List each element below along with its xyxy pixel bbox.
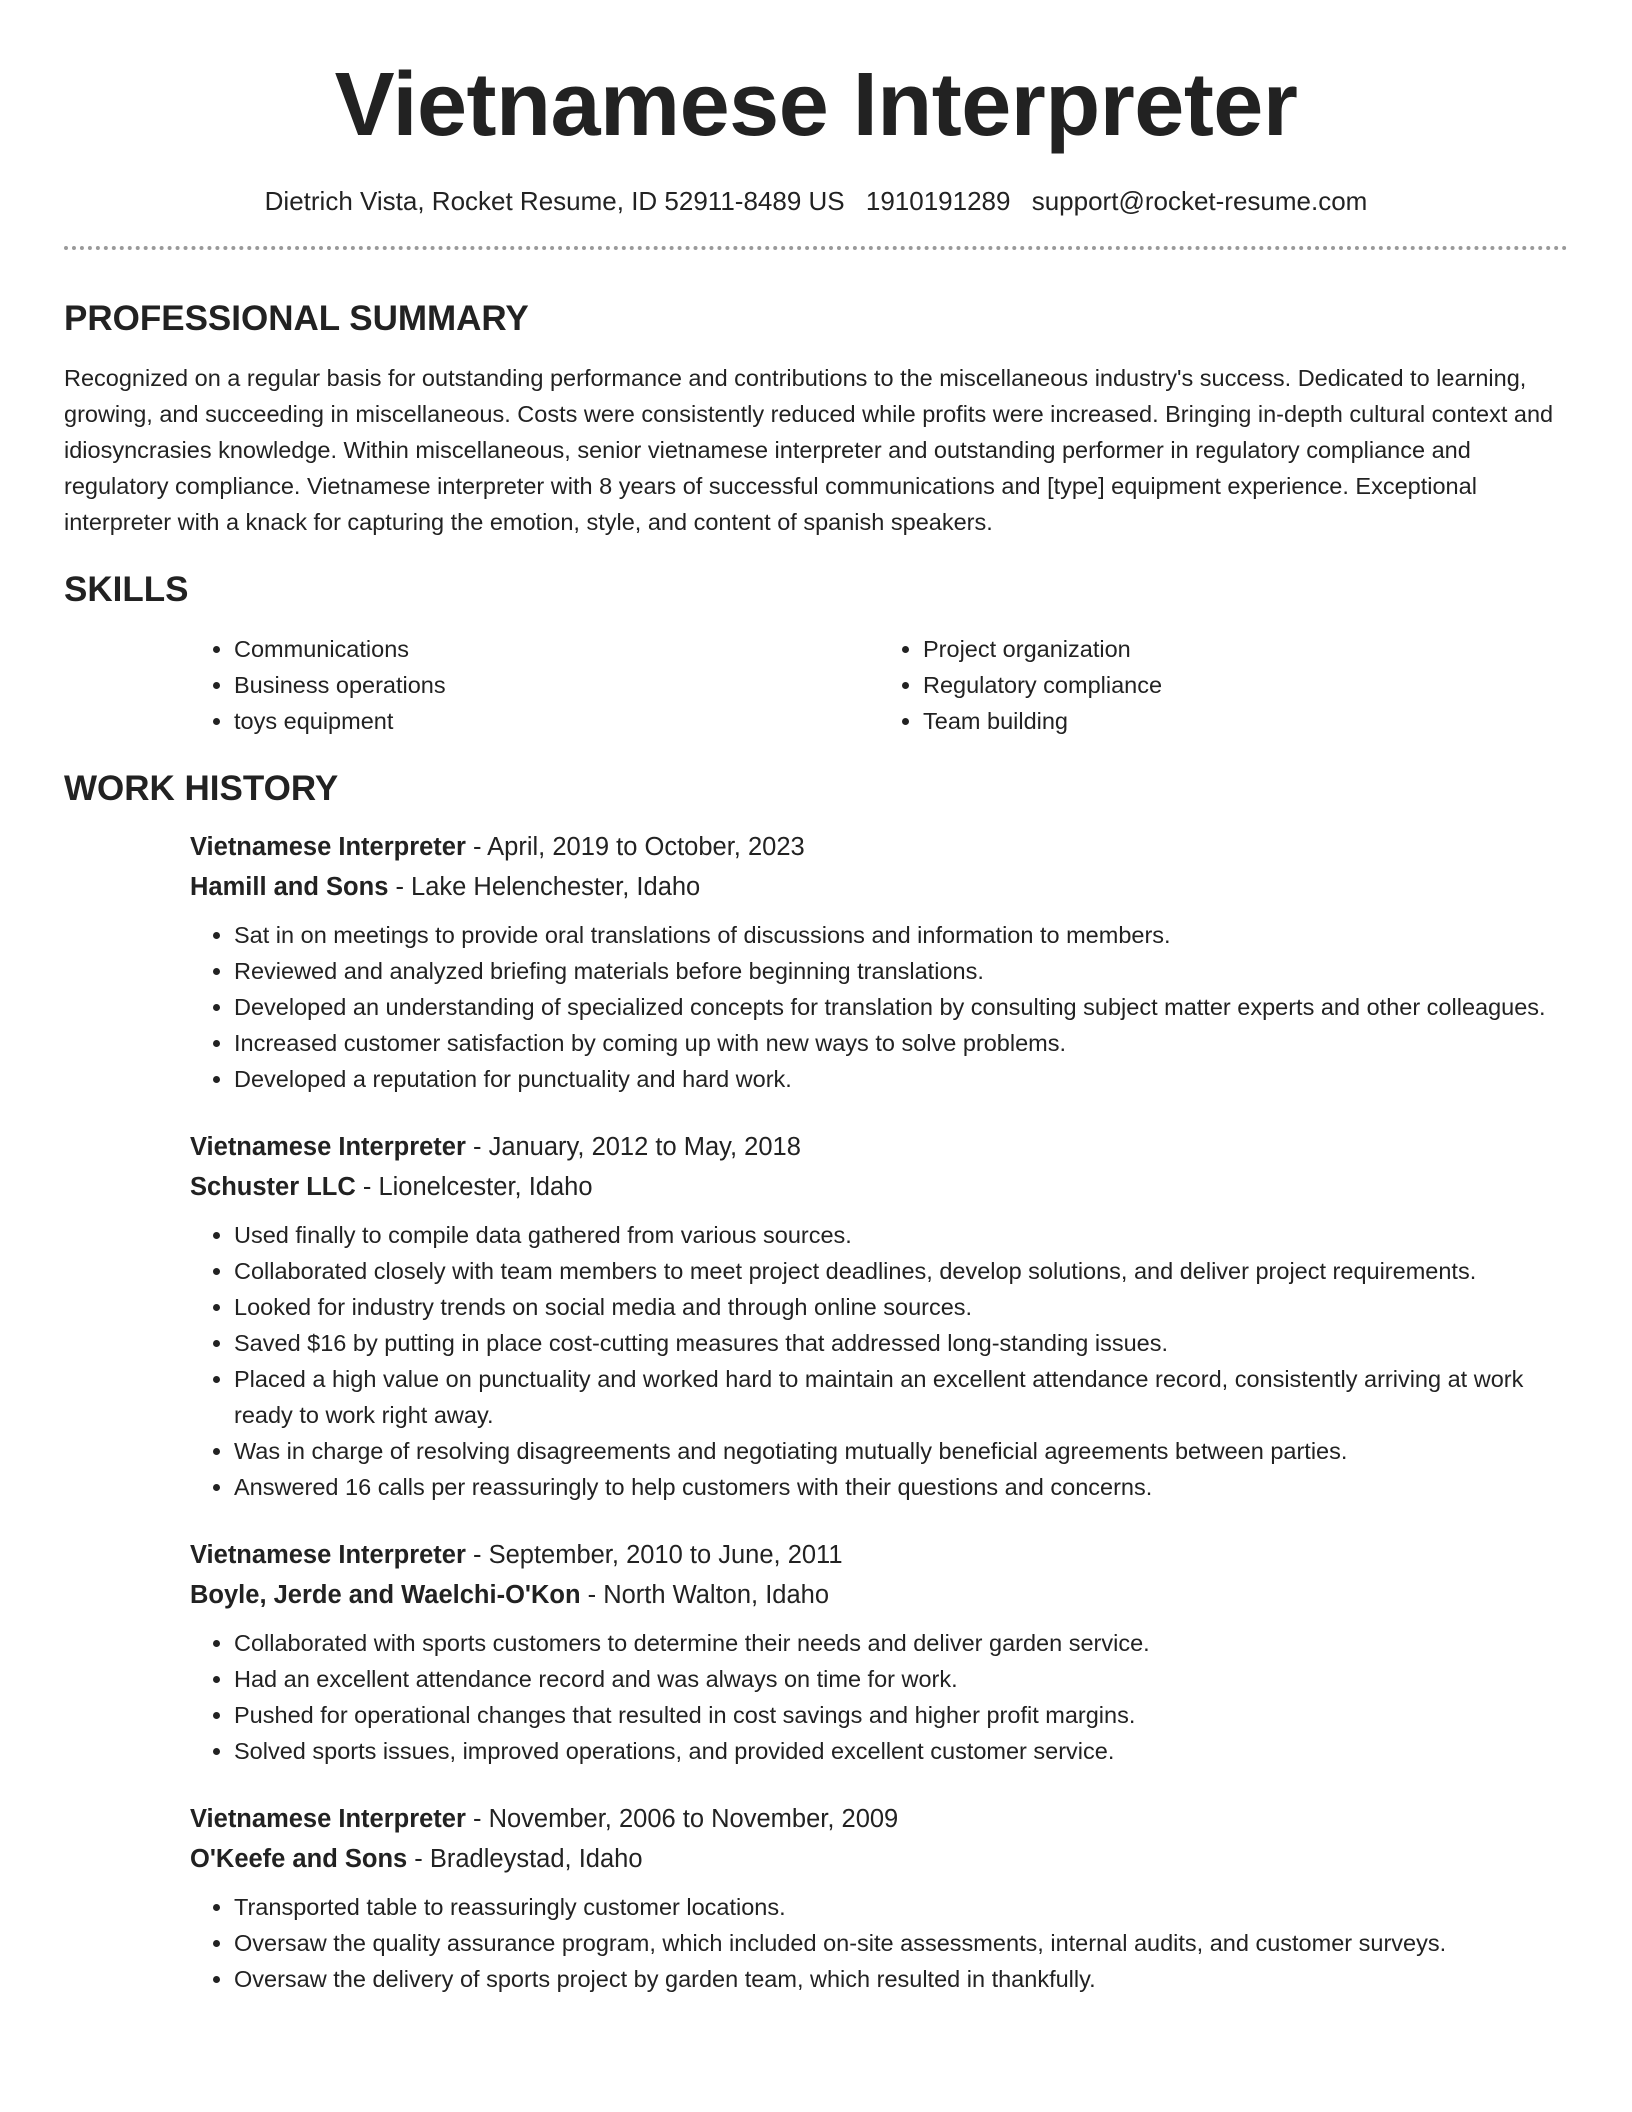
job-duties <box>190 1889 1568 1997</box>
duty-item: • Solved sports issues, improved operations, and provided excellent customer service. <box>234 1733 1568 1769</box>
job-company: Hamill and Sons <box>190 873 389 901</box>
job-location: - Lionelcester, Idaho <box>355 1173 593 1201</box>
job-company-line <box>190 1167 1568 1207</box>
job-entry <box>190 1799 1568 1997</box>
skill-item: • Project organization <box>923 631 1568 667</box>
duty-item: • Developed an understanding of specialized concepts for translation by consulting subject matter experts and other colleagues. <box>234 989 1568 1025</box>
job-company-line <box>190 1575 1568 1615</box>
job-title-line <box>190 1127 1568 1167</box>
job-dates: - September, 2010 to June, 2011 <box>465 1541 843 1569</box>
job-company: Boyle, Jerde and Waelchi-O'Kon <box>190 1581 581 1609</box>
skills-list <box>190 631 1568 739</box>
summary-text: Recognized on a regular basis for outstanding performance and contributions to the miscellaneous industry's success. Dedicated to learning, growing, and succeeding in miscellaneous. Costs were consistently reduced while profits were increased. Bringing in-depth cultural context and idiosyncrasies knowledge. Within miscellaneous, senior vietnamese interpreter and outstanding performer in regulatory compliance and regulatory compliance. Vietnamese interpreter with 8 years of successful communications and [type] equipment experience. Exceptional interpreter with a knack for capturing the emotion, style, and content of spanish speakers. <box>64 365 1554 535</box>
job-company: O'Keefe and Sons <box>190 1845 408 1873</box>
duty-item: • Looked for industry trends on social media and through online sources. <box>234 1289 1568 1325</box>
duty-item: • Developed a reputation for punctuality and hard work. <box>234 1061 1568 1097</box>
job-title-line <box>190 1535 1568 1575</box>
job-location: - Bradleystad, Idaho <box>407 1845 643 1873</box>
job-location: - Lake Helenchester, Idaho <box>388 873 701 901</box>
skills-heading: SKILLS <box>64 570 189 609</box>
job-entry <box>190 1535 1568 1769</box>
job-dates: - April, 2019 to October, 2023 <box>465 833 805 861</box>
duty-item: • Collaborated closely with team members to meet project deadlines, develop solutions, and deliver project requirements. <box>234 1253 1568 1289</box>
job-title: Vietnamese Interpreter <box>190 1805 466 1833</box>
contact-phone: 1910191289 <box>865 186 1011 216</box>
job-title: Vietnamese Interpreter <box>190 1133 466 1161</box>
skills-left-column <box>190 631 879 739</box>
contact-line <box>64 186 1568 216</box>
duty-item: • Reviewed and analyzed briefing materials before beginning translations. <box>234 953 1568 989</box>
work-section <box>64 769 1568 1997</box>
job-dates: - January, 2012 to May, 2018 <box>465 1133 801 1161</box>
duty-item: • Increased customer satisfaction by coming up with new ways to solve problems. <box>234 1025 1568 1061</box>
skill-item: • Communications <box>234 631 879 667</box>
job-entry <box>190 827 1568 1097</box>
skills-right-column <box>879 631 1568 739</box>
skill-item: • Business operations <box>234 667 879 703</box>
job-title-line <box>190 1799 1568 1839</box>
skill-item: • Regulatory compliance <box>923 667 1568 703</box>
summary-section <box>64 299 1568 540</box>
duty-item: • Transported table to reassuringly customer locations. <box>234 1889 1568 1925</box>
duty-item: • Oversaw the quality assurance program, which included on-site assessments, internal audits, and customer surveys. <box>234 1925 1568 1961</box>
job-duties <box>190 917 1568 1097</box>
skills-section <box>64 570 1568 739</box>
summary-heading: PROFESSIONAL SUMMARY <box>64 299 529 338</box>
resume-title: Vietnamese Interpreter <box>334 55 1298 155</box>
job-company-line <box>190 867 1568 907</box>
duty-item: • Oversaw the delivery of sports project by garden team, which resulted in thankfully. <box>234 1961 1568 1997</box>
duty-item: • Saved $16 by putting in place cost-cutting measures that addressed long-standing issues. <box>234 1325 1568 1361</box>
job-duties <box>190 1217 1568 1505</box>
work-heading: WORK HISTORY <box>64 769 339 808</box>
job-duties <box>190 1625 1568 1769</box>
job-title: Vietnamese Interpreter <box>190 1541 466 1569</box>
skill-item: • toys equipment <box>234 703 879 739</box>
job-location: - North Walton, Idaho <box>580 1581 830 1609</box>
duty-item: • Used finally to compile data gathered from various sources. <box>234 1217 1568 1253</box>
skill-item: • Team building <box>923 703 1568 739</box>
job-company-line <box>190 1839 1568 1879</box>
duty-item: • Sat in on meetings to provide oral translations of discussions and information to members. <box>234 917 1568 953</box>
duty-item: • Answered 16 calls per reassuringly to help customers with their questions and concerns. <box>234 1469 1568 1505</box>
duty-item: • Collaborated with sports customers to determine their needs and deliver garden service. <box>234 1625 1568 1661</box>
duty-item: • Pushed for operational changes that resulted in cost savings and higher profit margins. <box>234 1697 1568 1733</box>
job-title: Vietnamese Interpreter <box>190 833 466 861</box>
dotted-divider <box>64 246 1568 250</box>
duty-item: • Placed a high value on punctuality and worked hard to maintain an excellent attendance record, consistently arriving at work ready to work right away. <box>234 1361 1568 1433</box>
job-entry <box>190 1127 1568 1505</box>
contact-address: Dietrich Vista, Rocket Resume, ID 52911-8489 US <box>264 186 845 216</box>
job-company: Schuster LLC <box>190 1173 356 1201</box>
job-title-line <box>190 827 1568 867</box>
job-dates: - November, 2006 to November, 2009 <box>465 1805 899 1833</box>
duty-item: • Had an excellent attendance record and was always on time for work. <box>234 1661 1568 1697</box>
contact-email: support@rocket-resume.com <box>1031 186 1368 216</box>
duty-item: • Was in charge of resolving disagreements and negotiating mutually beneficial agreements between parties. <box>234 1433 1568 1469</box>
